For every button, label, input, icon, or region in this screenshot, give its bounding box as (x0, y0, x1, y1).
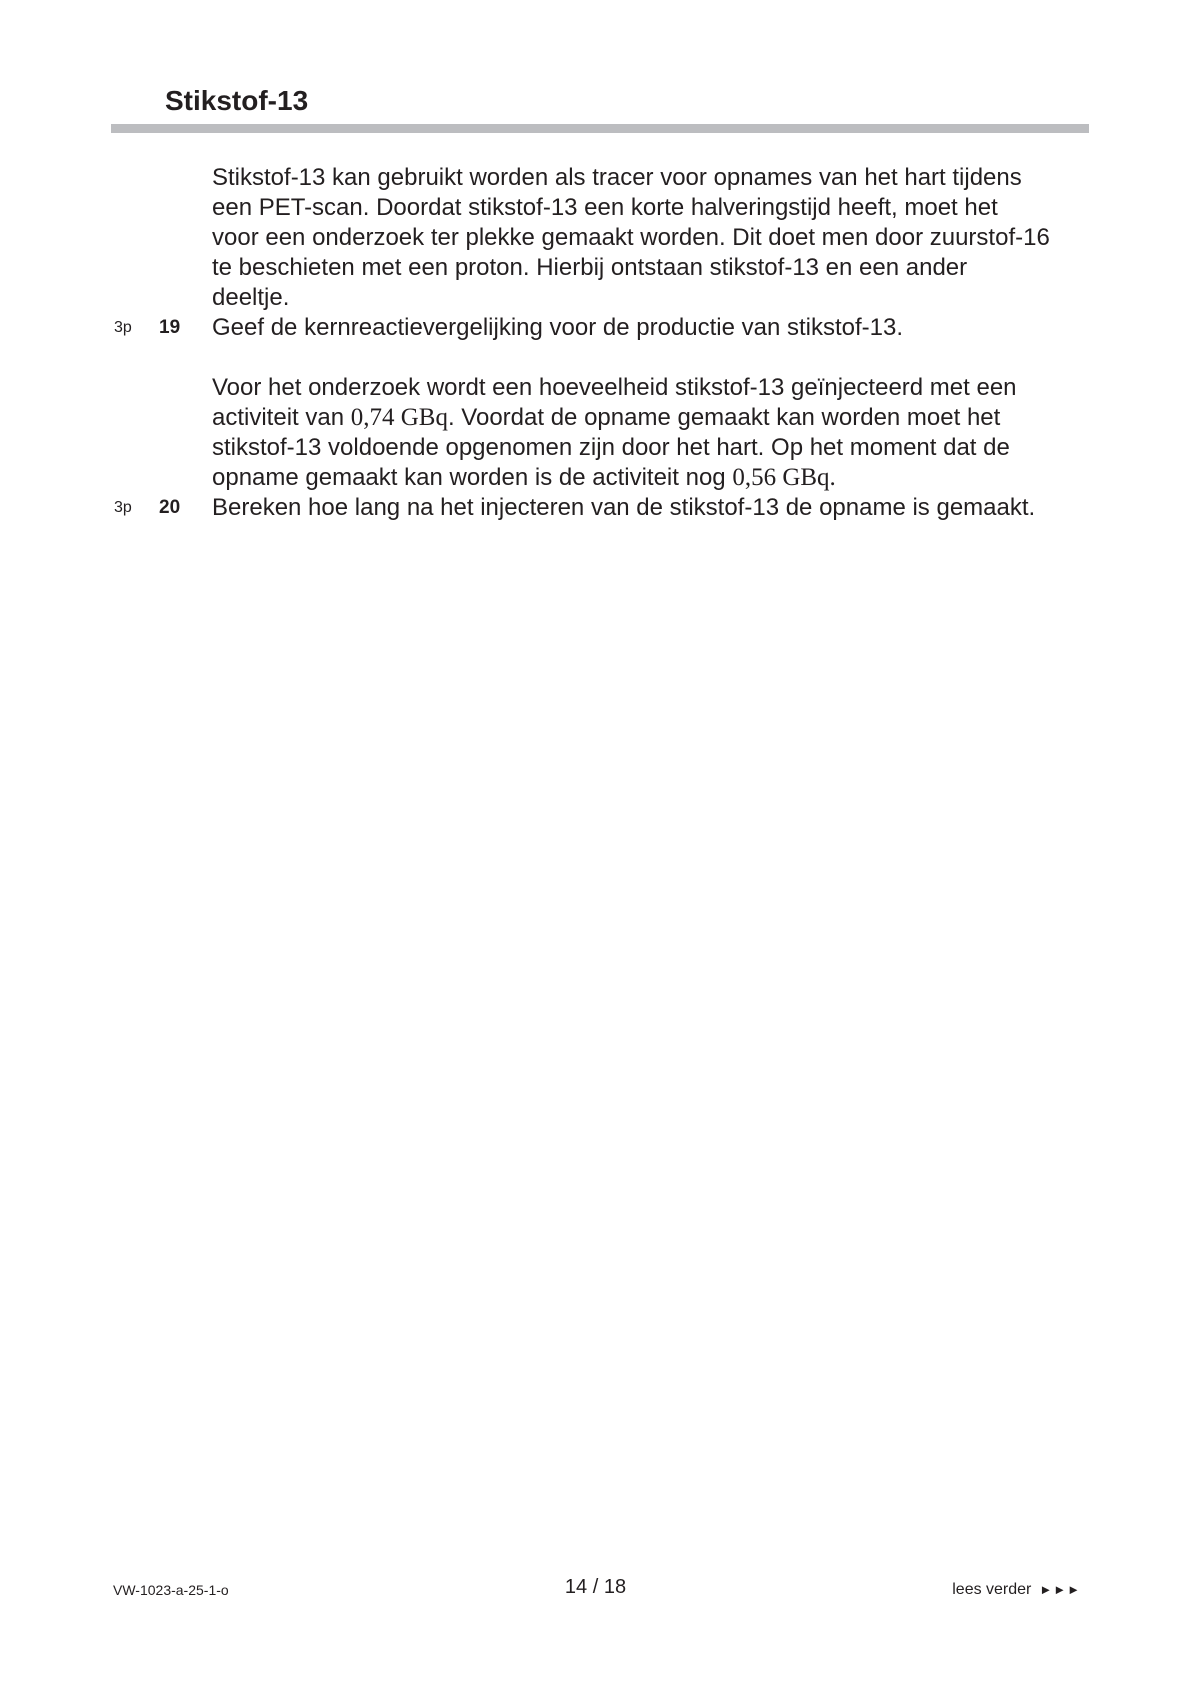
question-number: 20 (159, 497, 181, 518)
context-text-3: . (829, 464, 836, 491)
question-points: 3p (114, 499, 132, 516)
question-19 (111, 313, 1051, 343)
continue-label: lees verder (952, 1581, 1032, 1598)
intro-paragraph: Stikstof-13 kan gebruikt worden als tracer voor opnames van het hart tijdens een PET-scan. Doordat stikstof-13 een korte halveringstijd heeft, moet het voor een onderzoek ter plekke gemaakt worden. Dit doet men door zuurstof-16 te beschieten met een proton. Hierbij ontstaan stikstof-13 en een ander deeltje. (212, 164, 1050, 311)
exam-code: VW-1023-a-25-1-o (113, 1582, 229, 1598)
context-paragraph (212, 373, 1051, 493)
activity-start-value: 0,74 GBq (350, 404, 448, 431)
continue-indicator (952, 1580, 1081, 1600)
question-20 (111, 493, 1051, 523)
spacer (111, 343, 1051, 373)
title-divider (111, 124, 1089, 133)
question-text: Geef de kernreactievergelijking voor de productie van stikstof-13. (212, 314, 904, 341)
context-text-1: Voor het onderzoek wordt een hoeveelheid stikstof-13 geïnjecteerd met een activiteit van (212, 374, 1017, 431)
question-points: 3p (114, 319, 132, 336)
activity-end-value: 0,56 GBq (732, 464, 830, 491)
exam-content (111, 163, 1051, 523)
context-text-2: . Voordat de opname gemaakt kan worden moet het stikstof-13 voldoende opgenomen zijn door het hart. Op het moment dat de opname gemaakt kan worden is de activiteit nog (212, 404, 1010, 491)
continue-arrows-icon: ►►► (1039, 1582, 1081, 1597)
section-title: Stikstof-13 (165, 85, 309, 116)
page-number: 14 / 18 (564, 1576, 627, 1598)
question-text: Bereken hoe lang na het injecteren van de stikstof-13 de opname is gemaakt. (212, 494, 1036, 521)
question-number: 19 (159, 317, 181, 338)
